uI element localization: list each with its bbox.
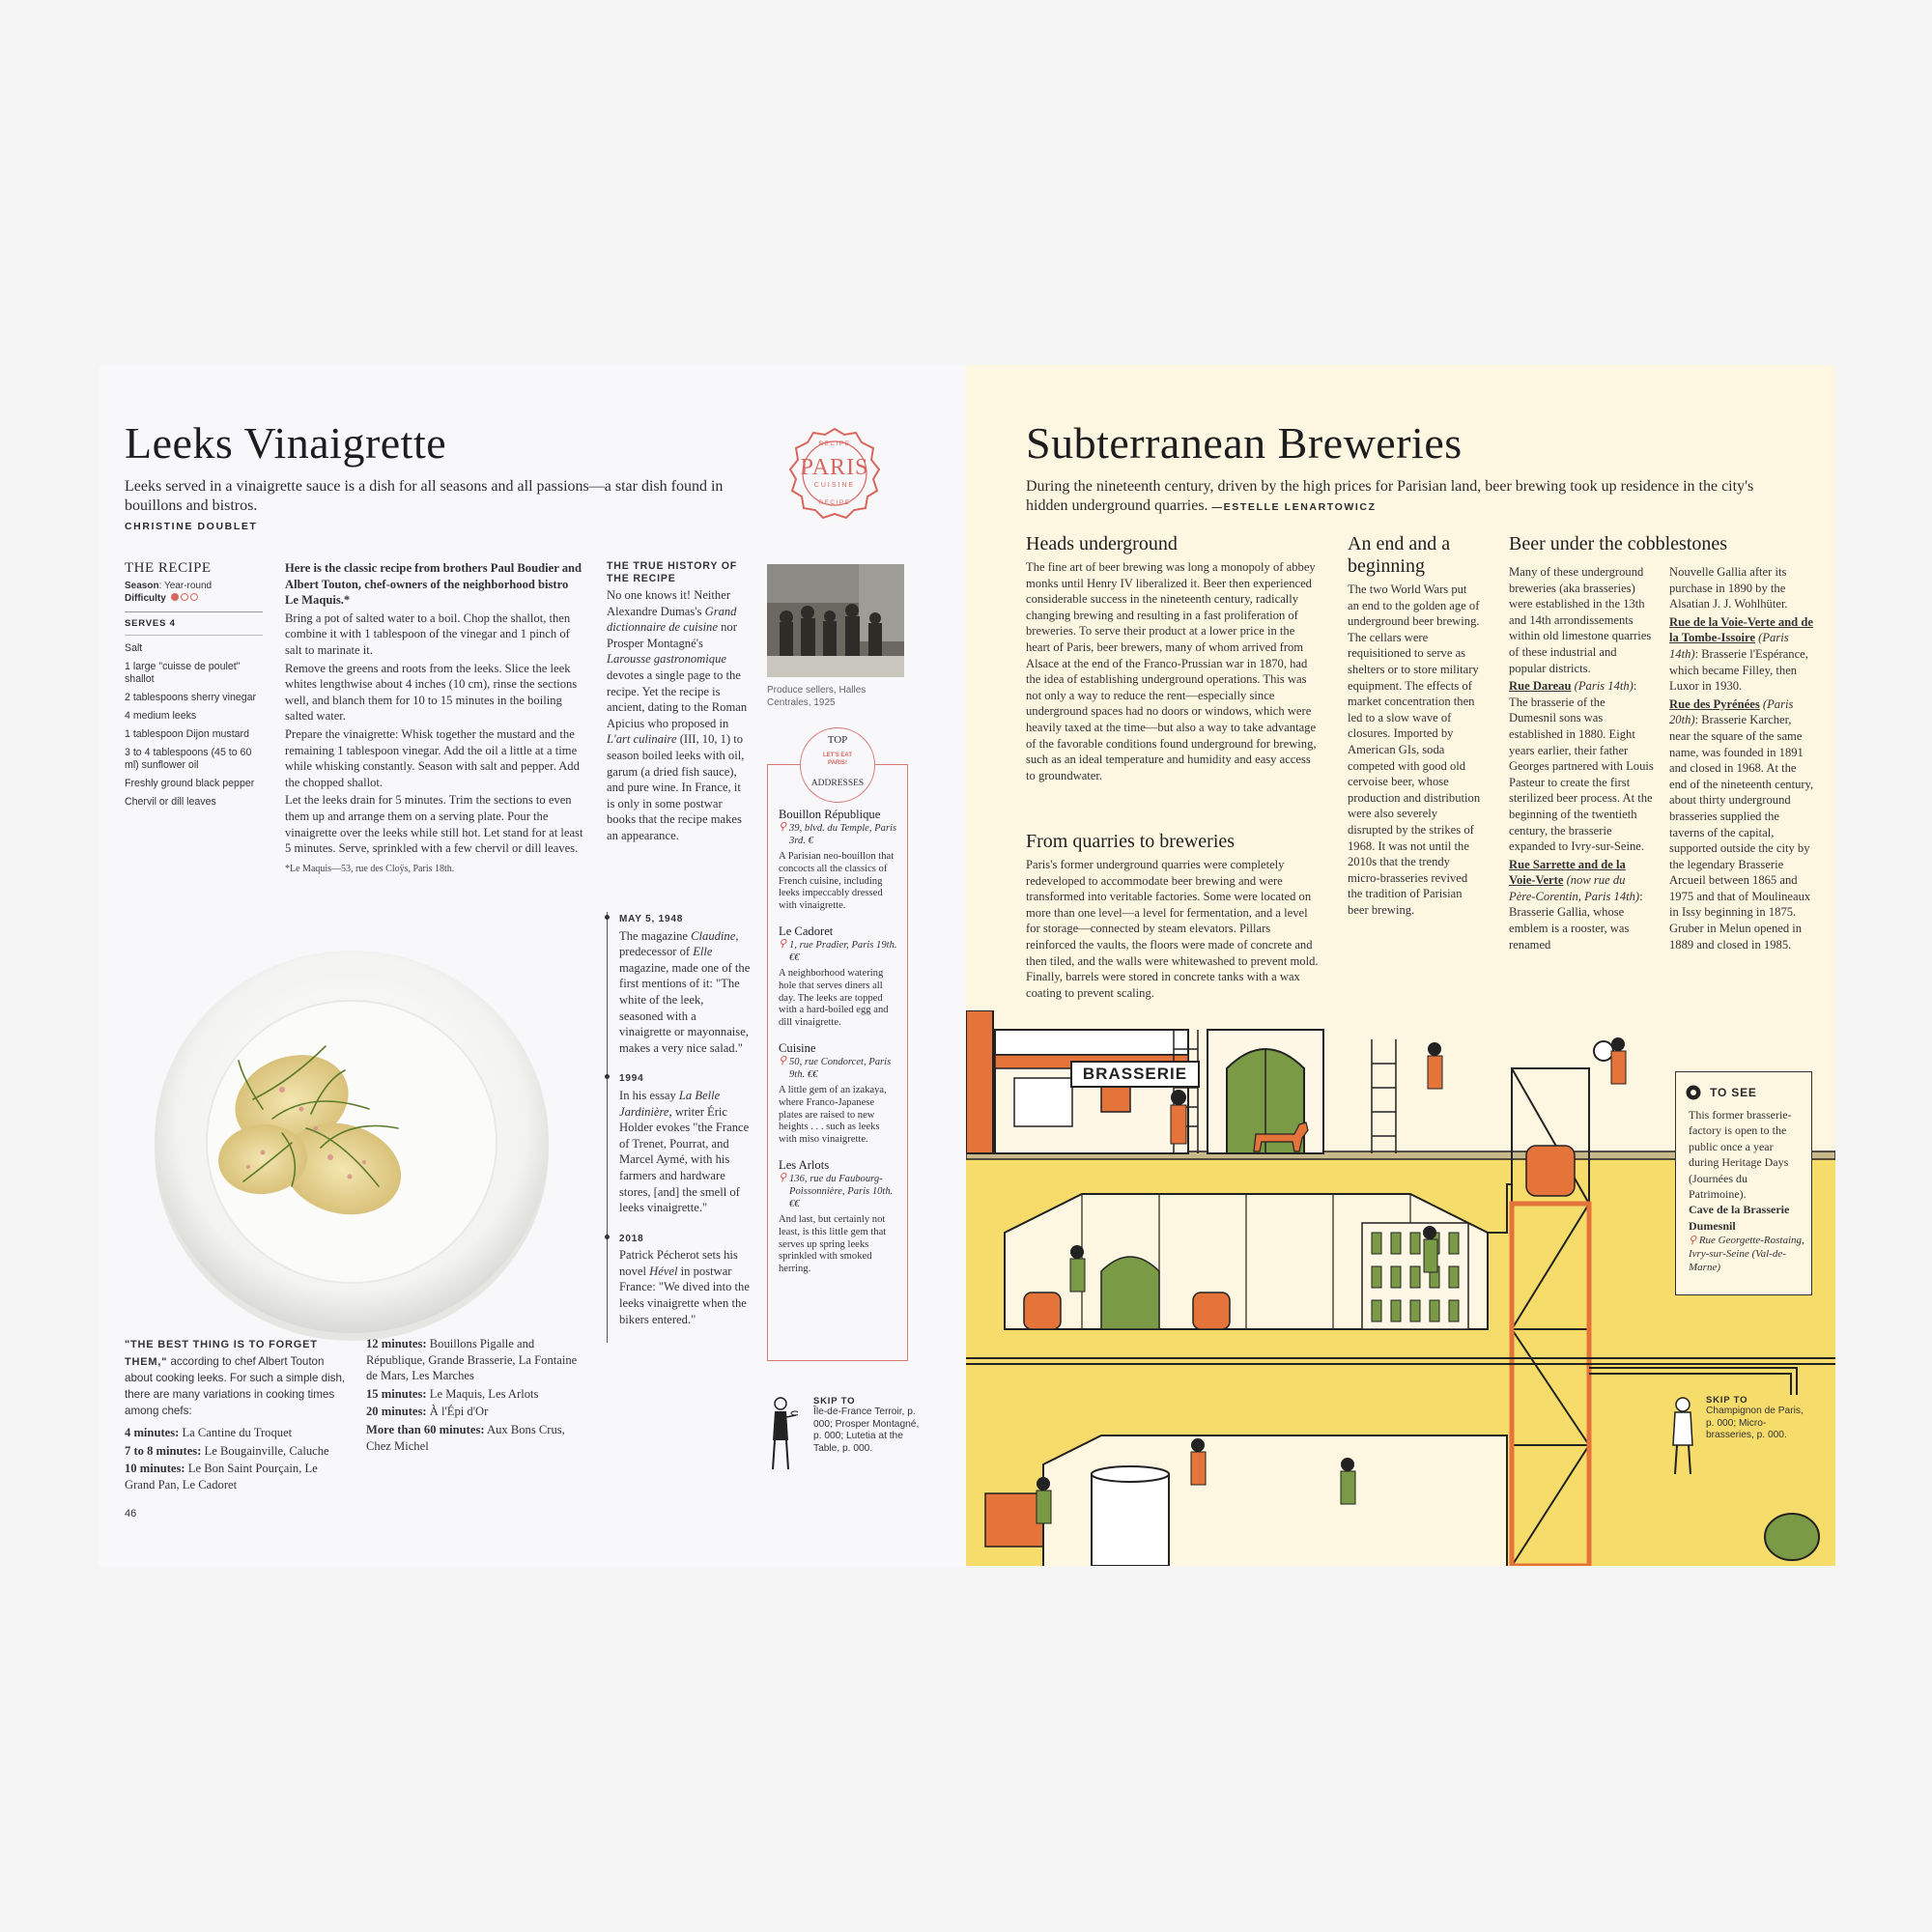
section-heading: Heads underground [1026,533,1178,554]
plate-illustration [147,935,556,1345]
season-value: : Year-round [158,581,213,591]
difficulty-dot-empty-icon [190,593,198,601]
ingredient-list [125,642,263,809]
cooking-times-col2 [366,1336,588,1456]
timeline-dot-icon [605,915,610,920]
address-entry [779,1158,898,1276]
method-step: Remove the greens and roots from the leeks. Slice the leek whites lengthwise about 4 inches (10 cm), rinse the sections well, and blanch them for 10 to 15 minutes in the boiling salted water. [285,661,578,724]
recipe-byline: CHRISTINE DOUBLET [125,521,258,532]
badge-top: TOP [827,734,848,746]
location-pin-icon: ⚲ [779,821,787,833]
address-line: 1, rue Pradier, Paris 19th. €€ [789,939,897,963]
section-text: The two World Wars put an end to the golden age of underground beer brewing. The cellars were requisitioned to serve as shelters or to store military equipment. The effects of market concentration then led to a slow wave of closures. Imported by American GIs, soda competed with good old cervoise beer, whose production and distribution were also severely disrupted by the strikes of 1968. It was not until the 2010s that the trendy micro-brasseries revived the tradition of Parisian beer brewing. [1348,582,1481,917]
address-entry [779,924,898,1030]
section-quarries-to-breweries [1026,831,1321,1001]
history-heading: THE TRUE HISTORY OF THE RECIPE [607,560,738,584]
divider [125,611,263,612]
section-heading: An end and a beginning [1348,533,1451,577]
section-text: The fine art of beer brewing was long a monopoly of abbey monks until Henry IV liberalized it. Beer then experienced considerable success in the nineteenth century, radically changing brewing and resulting in a fast proliferation of breweries. To serve their product at a lower price in the heart of Paris, beer brewers, many of whom arrived from Alsace at the end of the Franco-Prussian war in 1870, had the idea of establishing underground operations. This was not only a way to reduce the rent—especially since underground spaces had no doors or windows, which were heavily taxed at the time—but also a way to take advantage of the favorable conditions found underground for brewing, such as an ideal temperature and humidity and easy access to groundwater. [1026,560,1317,782]
eye-icon [1686,1085,1701,1100]
recipe-heading: THE RECIPE [125,560,212,576]
difficulty-dot-filled-icon [171,593,179,601]
skip-to-text[interactable]: Champignon de Paris, p. 000; Micro-brasseries, p. 000. [1706,1406,1804,1441]
method-steps [285,611,584,857]
ingredient-item: Chervil or dill leaves [125,796,216,808]
historic-photo-illustration [767,564,904,677]
address-list [779,808,898,1288]
address-entry [779,808,898,913]
quote-rest: according to chef Albert Touton about cooking leeks. For such a simple dish, there are many variations in cooking times among chefs: [125,1354,346,1418]
leeks-plate-photo [147,935,556,1345]
cooking-time-item: 20 minutes: À l'Épi d'Or [366,1405,489,1419]
ingredient-item: Freshly ground black pepper [125,778,255,789]
section-heads-underground [1026,533,1321,783]
cooking-time-item: 10 minutes: Le Bon Saint Pourçain, Le Grand Pan, Le Cadoret [125,1462,318,1492]
cooking-time-item: 7 to 8 minutes: Le Bougainville, Caluche [125,1443,329,1458]
waiter-figure-icon [765,1396,798,1473]
method-footnote: *Le Maquis—53, rue des Cloÿs, Paris 18th. [285,863,455,874]
serves-label: SERVES 4 [125,618,176,629]
produce-sellers-photo [767,564,904,677]
timeline-text: Patrick Pécherot sets his novel Hével in postwar France: "We dived into the leeks vinaigrette when the bikers entered." [619,1248,750,1326]
to-see-place: Cave de la Brasserie Dumesnil [1689,1203,1790,1233]
skip-to-label: SKIP TO [1706,1395,1748,1406]
badge-main-text: PARIS [800,455,869,480]
section-heading: From quarries to breweries [1026,831,1236,852]
address-line: 39, blvd. du Temple, Paris 3rd. € [789,823,897,846]
right-skip-to [1665,1395,1810,1482]
left-skip-to [813,1396,920,1455]
difficulty-label: Difficulty [125,593,166,604]
method-step: Bring a pot of salted water to a boil. Chop the shallot, then combine it with 1 tablespoon of the vinegar and 1 pinch of salt to marinate it. [285,611,571,657]
recipe-intro: Leeks served in a vinaigrette sauce is a dish for all seasons and all passions—a star dish found in bouillons and bistros. [125,478,724,514]
timeline-entry [608,1071,751,1215]
cooking-time-item: 4 minutes: La Cantine du Troquet [125,1426,293,1440]
cobblestones-col1: Many of these underground breweries (aka brasseries) were established in the 13th and 14th arrondissements within old limestone quarries of these industrial and popular districts. Rue Dareau (Paris 14th): The brasserie of the Dumesnil sons was established in 1880. Eight years earlier, their father Georges partnered with Louis Pasteur to create the first sterilized beer process. At the beginning of the twentieth century, the brasserie expanded to Ivry-sur-Seine. Rue Sarrette and de la Voie-Verte (now rue du Père-Corentin, Paris 14th): Brasserie Gallia, whose emblem is a rooster, was renamed [1509,565,1654,952]
location-pin-icon: ⚲ [1689,1235,1697,1247]
timeline-date: 2018 [619,1233,644,1244]
badge-bottom: ADDRESSES [810,779,865,788]
address-name: Bouillon République [779,808,881,821]
left-page [99,365,966,1566]
to-see-address: Rue Georgette-Rostaing, Ivry-sur-Seine (Val-de-Marne) [1689,1235,1804,1274]
method-lead: Here is the classic recipe from brothers Paul Boudier and Albert Touton, chef-owners of the neighborhood bistro Le Maquis.* [285,561,582,608]
address-name: Le Cadoret [779,923,834,938]
difficulty-dot-empty-icon [181,593,188,601]
history-timeline [607,912,751,1343]
history-column [607,560,750,844]
timeline-entry [608,1232,751,1328]
breweries-byline: —ESTELLE LENARTOWICZ [1211,501,1377,513]
address-name: Cuisine [779,1040,816,1055]
recipe-title: Leeks Vinaigrette [125,418,447,468]
divider [125,635,263,636]
ingredient-item: Salt [125,642,143,654]
ingredient-item: 1 large "cuisse de poulet" shallot [125,661,241,685]
method-step: Prepare the vinaigrette: Whisk together the mustard and the remaining 1 tablespoon vinegar. Add the oil a little at a time while whisking constantly. Season with salt and pepper. Add the chopped shallot. [285,726,580,789]
timeline-text: In his essay La Belle Jardinière, writer Éric Holder evokes "the France of Trenet, Pourrat, and Marcel Aymé, with his farmers and hardware stores, [and] the smell of leeks vinaigrette." [619,1088,750,1215]
section-text: Paris's former underground quarries were completely redeveloped to accommodate beer brewing and were transformed into veritable factories. Some were located on more than one level—a level for fermentation, and a level for storage—connected by steam elevators. Pillars reinforced the vaults, the floors were made of concrete and then tiled, and the walls were whitewashed to prevent mold. Finally, barrels were stored in concrete tanks with a wax coating to prevent scaling. [1026,858,1319,1000]
address-name: Les Arlots [779,1157,830,1172]
badge-sub-text: CUISINE [813,482,856,489]
badge-mid: LET'S EAT PARIS! [823,753,852,766]
skip-to-text[interactable]: Île-de-France Terroir, p. 000; Prosper Montagné, p. 000; Lutetia at the Table, p. 000. [813,1406,920,1454]
skip-to-label: SKIP TO [813,1396,856,1406]
section-end-and-beginning [1348,533,1481,918]
badge-top-text: RECIPE [818,440,851,447]
timeline-date: 1994 [619,1073,644,1085]
timeline-date: MAY 5, 1948 [619,914,684,924]
address-line: 50, rue Condorcet, Paris 9th. €€ [789,1056,892,1080]
to-see-label: TO SEE [1710,1085,1757,1099]
address-description: A neighborhood watering hole that serves diners all day. The leeks are topped with a hard-boiled egg and dill vinaigrette. [779,967,889,1029]
difficulty-rating [169,593,198,604]
right-page [966,365,1835,1566]
paris-cuisine-badge [788,427,881,520]
timeline-dot-icon [605,1235,610,1239]
page-number: 46 [125,1508,137,1520]
breweries-title: Subterranean Breweries [1026,418,1463,468]
timeline-text: The magazine Claudine, predecessor of Elle magazine, made one of the first mentions of it: "The white of the leek, seasoned with a vinaigrette or mayonnaise, makes a very nice salad." [619,928,751,1055]
timeline-dot-icon [605,1074,610,1079]
photo-caption: Produce sellers, Halles Centrales, 1925 [767,685,867,708]
brewer-figure-icon [1665,1395,1702,1477]
to-see-text: This former brasserie-factory is open to the public once a year during Heritage Days (Journées du Patrimoine). [1689,1108,1792,1202]
cooking-time-item: 12 minutes: Bouillons Pigalle and République, Grande Brasserie, La Fontaine de Mars, Les Marches [366,1337,578,1383]
ingredient-item: 3 to 4 tablespoons (45 to 60 ml) sunflower oil [125,747,252,771]
address-description: And last, but certainly not least, is this little gem that serves up spring leeks sprinkled with smoked herring. [779,1213,887,1275]
cooking-time-item: 15 minutes: Le Maquis, Les Arlots [366,1386,539,1401]
timeline-entry [608,912,751,1056]
ingredient-item: 2 tablespoons sherry vinegar [125,692,257,703]
cooking-time-item: More than 60 minutes: Aux Bons Crus, Chez Michel [366,1422,565,1453]
ingredient-item: 4 medium leeks [125,710,197,722]
quote-lead: "THE BEST THING IS TO FORGET THEM," [125,1339,318,1368]
season-label: Season [125,581,159,591]
method-column [285,560,584,877]
cooking-times-col1 [125,1336,347,1495]
method-step: Let the leeks drain for 5 minutes. Trim the sections to even them up and arrange them on a serving plate. Pour the vinaigrette over the leeks while still hot. Let stand for at least 5 minutes. Serve, sprinkled with a few chervil or dill leaves. [285,793,583,856]
ingredient-item: 1 tablespoon Dijon mustard [125,728,249,740]
ingredients-panel [125,560,263,814]
to-see-header [1686,1082,1757,1100]
address-entry [779,1041,898,1147]
cobblestones-col2: Nouvelle Gallia after its purchase in 1890 by the Alsatian J. J. Wohlhüter. Rue de la Voie-Verte and de la Tombe-Issoire (Paris 14th): Brasserie l'Espérance, which became Filley, then Luxor in 1930. Rue des Pyrénées (Paris 20th): Brasserie Karcher, near the square of the same name, was founded in 1891 and closed in 1968. At the end of the nineteenth century, about thirty underground brasseries supplied the taverns of the capital, supported outside the city by the legendary Brasserie Arcueil between 1865 and 1975 and that of Moulineaux in Issy beginning in 1875. Gruber in Melun opened in 1889 and closed in 1985. [1669,565,1814,952]
address-description: A little gem of an izakaya, where Franco-Japanese plates are raised to new heights . . . such as leeks with miso vinaigrette. [779,1084,887,1146]
address-description: A Parisian neo-bouillon that concocts all the classics of French cuisine, including leeks impeccably dressed with vinaigrette. [779,851,895,912]
section-cobblestones-heading: Beer under the cobblestones [1509,533,1728,554]
breweries-intro: During the nineteenth century, driven by the high prices for Parisian land, beer brewing took up residence in the city's hidden underground quarries. —ESTELLE LENARTOWICZ [1026,478,1754,514]
location-pin-icon: ⚲ [779,1054,787,1066]
top-addresses-badge [800,727,875,803]
to-see-box [1675,1071,1812,1295]
location-pin-icon: ⚲ [779,937,787,950]
location-pin-icon: ⚲ [779,1171,787,1183]
brasserie-sign: BRASSERIE [1070,1061,1200,1088]
address-line: 136, rue du Faubourg-Poissonnière, Paris 10th. €€ [789,1173,894,1209]
badge-bottom-text: RECIPE [818,499,851,506]
history-text: No one knows it! Neither Alexandre Dumas's Grand dictionnaire de cuisine nor Prosper Montagné's Larousse gastronomique devotes a single page to the recipe. Yet the recipe is ancient, dating to the Roman Apicius who proposed in L'art culinaire (III, 10, 1) to season boiled leeks with oil, garum (a dried fish sauce), and pure wine. In France, it is only in some postwar books that the recipe makes an appearance. [607,588,748,842]
